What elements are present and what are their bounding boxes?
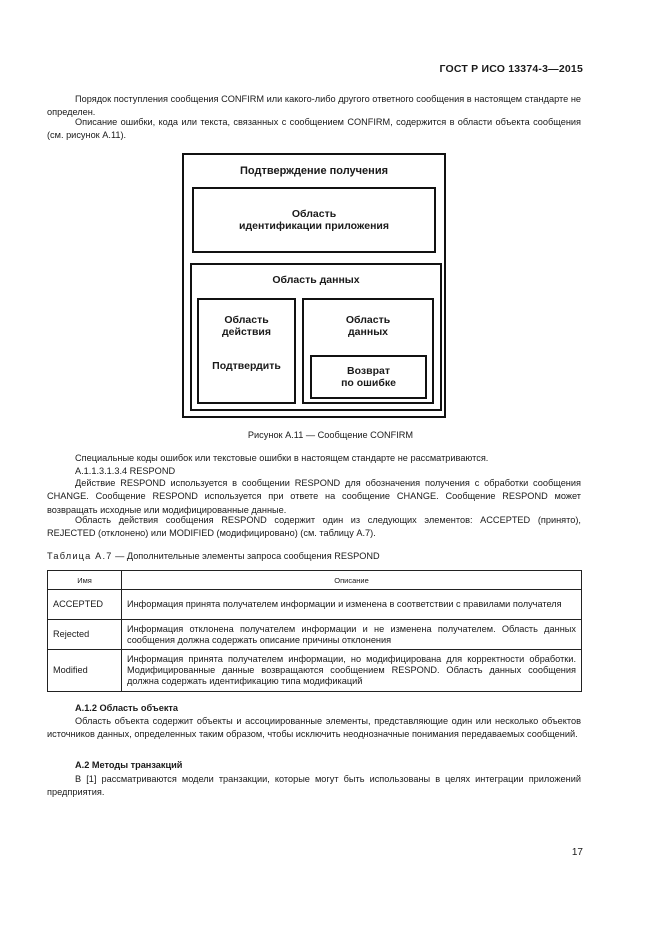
app-id-area-line1: Область [291,208,337,220]
table-header-row [48,571,582,590]
document-id: ГОСТ Р ИСО 13374-3—2015 [439,63,583,75]
error-return-line1: Возврат [347,365,390,377]
data-subarea-line2: данных [348,326,388,338]
row-name: ACCEPTED [48,590,122,620]
row-name: Modified [48,650,122,692]
clause-respond-heading: А.1.1.3.1.3.4 RESPOND [75,466,176,476]
row-description: Информация принята получателем информации и изменена в соответствии с правилами получателя [122,590,582,620]
row-description: Информация принята получателем информации, но модифицирована для корректности обработки. Модифицированные данные возвращаются сообщением RESPOND. Область данных сообщения должна содержать идентификацию типа модификаций [122,650,582,692]
table-caption-text: — Дополнительные элементы запроса сообщения RESPOND [112,551,380,561]
section-a12-text: Область объекта содержит объекты и ассоциированные элементы, представляющие один или несколько объектов источников данных, определенных таким образом, чтобы исключить неоднозначные понимания передаваемых сообщений. [47,716,581,740]
row-name: Rejected [48,620,122,650]
table-row [48,620,582,650]
table-caption [47,551,380,561]
paragraph-respond-action: Действие RESPOND используется в сообщении RESPOND для обозначения получения с обработки сообщения CHANGE. Сообщение RESPOND используется при ответе на сообщение CHANGE. Сообщение RESPOND может возвращать исходные или модифицированные данные. [47,478,581,515]
table-row [48,650,582,692]
app-id-area-line2: идентификации приложения [238,220,389,232]
section-a2-text: В [1] рассматриваются модели транзакции, которые могут быть использованы в целях интеграции приложений предприятия. [47,774,581,798]
page-number: 17 [571,847,583,858]
paragraph-error-description: Описание ошибки, кода или текста, связанных с сообщением CONFIRM, содержится в области объекта сообщения (см. рисунок А.11). [47,117,581,141]
header-description: Описание [122,571,582,590]
respond-elements-table [47,570,582,692]
table-caption-number: Таблица А.7 [47,551,113,561]
action-area-line2: действия [222,326,271,338]
error-return-box [310,355,427,399]
section-a12-title: А.1.2 Область объекта [75,703,179,713]
paragraph-respond-elements: Область действия сообщения RESPOND содержит один из следующих элементов: ACCEPTED (принято), REJECTED (отклонено) или MODIFIED (модифицировано) (см. таблицу А.7). [47,515,581,539]
table-row [48,590,582,620]
section-a2-title: А.2 Методы транзакций [75,760,183,770]
action-area-box [197,298,296,404]
figure-confirm-message [182,153,446,418]
paragraph-confirm-order: Порядок поступления сообщения CONFIRM или какого-либо другого ответного сообщения в настоящем стандарте не определен. [47,94,581,118]
error-return-line2: по ошибке [341,377,396,389]
figure-title: Подтверждение получения [239,165,389,177]
action-area-line1: Область [224,314,269,326]
action-confirm-label: Подтвердить [212,360,281,372]
row-description: Информация отклонена получателем информации и не изменена получателем. Область данных сообщения должна содержать описание причины отклонения [122,620,582,650]
header-name: Имя [48,571,122,590]
data-area-label: Область данных [272,274,360,286]
paragraph-error-codes: Специальные коды ошибок или текстовые ошибки в настоящем стандарте не рассматриваются. [75,453,489,463]
app-id-area-box [192,187,436,253]
figure-caption: Рисунок А.11 — Сообщение CONFIRM [247,430,414,440]
data-subarea-line1: Область [345,314,391,326]
